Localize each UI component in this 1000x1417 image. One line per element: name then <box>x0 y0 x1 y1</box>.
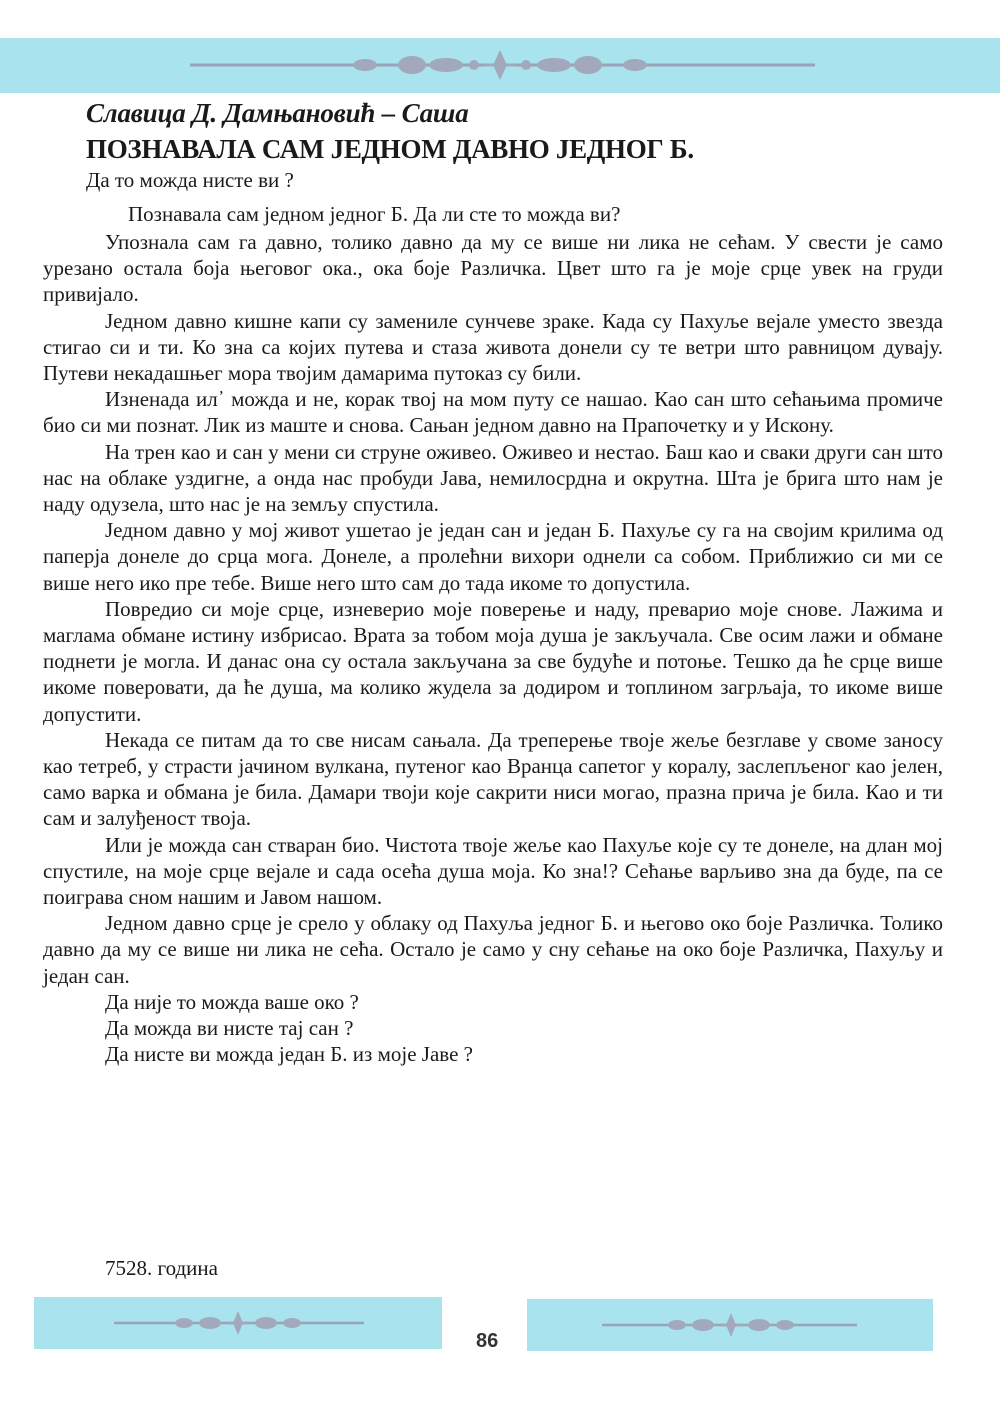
paragraph: Изненада ил᾽ можда и не, корак твој на мом путу се нашао. Као сан што сећањима промиче био си ми познат. Лик из маште и снова. Сањан једном давно на Прапочетку и у Искону. <box>43 387 943 438</box>
paragraph: Једном давно у мој живот ушетао је један сан и један Б. Пахуље су га на својим крилима од паперја донеле до срца мога. Донеле, а пролећни вихори однели са собом. Приближио си ми се више него ико пре тебе. Више него што сам до тада икоме то допустила. <box>43 518 943 595</box>
paragraph: На трен као и сан у мени си струне оживео. Оживео и нестао. Баш као и сваки други сан што нас на облаке уздигне, а онда нас пробуди Јава, немилосрдна и окрутна. Шта је брига што нам је наду одузела, што нас је на земљу спустила. <box>43 439 943 517</box>
question-line: Да нисте ви можда један Б. из моје Јаве ? <box>105 1042 473 1067</box>
article-body <box>43 200 943 1068</box>
top-banner <box>0 38 1000 93</box>
paragraph: Једном давно срце је срело у облаку од Пахуља једног Б. и његово око боје Различка. Толико давно да му се више ни лика не сећа. Остало је само у сну сећање на око боје Различка, Пахуљу и један сан. <box>43 911 943 988</box>
lead-line: Познавала сам једном једног Б. Да ли сте то можда ви? <box>128 202 621 226</box>
paragraph: Или је можда сан стваран био. Чистота твоје жеље као Пахуље које су те донеле, на длан мој спустиле, на моје срце вејале и сада осећа душа моја. Ко зна!? Сећање варљиво зна да буде, па се поиграва сном нашим и Јавом нашом. <box>43 832 943 910</box>
ornament-icon <box>527 1299 933 1351</box>
page-number: 86 <box>476 1330 499 1352</box>
footer-banner-right <box>527 1299 933 1351</box>
paragraph: Повредио си моје срце, изневерио моје поверење и наду, преварио моје снове. Лажима и маглама обмане истину избрисао. Врата за тобом моја душа је закључала. Све осим лажи и обмане поднети је могла. И данас она су остала закључана за све будуће и потоње. Тешко да ће срце више икоме поверовати, да ће душа, ма колико жудела за додиром и топлином загрљаја, то икоме више допустити. <box>43 596 943 726</box>
paragraph: Упознала сам га давно, толико давно да му се више ни лика не сећам. У свести је само урезано остала боја његовог ока., ока боје Различка. Цвет што га је моје срце увек на груди привијало. <box>43 230 943 307</box>
author-name: Славица Д. Дамњановић – Саша <box>86 98 469 128</box>
ornament-icon <box>0 38 1000 93</box>
year-note: 7528. година <box>105 1256 218 1280</box>
question-line: Да можда ви нисте тај сан ? <box>105 1016 354 1041</box>
paragraph: Једном давно кишне капи су замениле сунчеве зраке. Када су Пахуље вејале уместо звезда стигао си и ти. Ко зна са којих путева и стаза живота донели су те ветри што равницом дувају. Путеви некадашњег мора твојим дамарима путоказ су били. <box>43 308 943 386</box>
question-line: Да није то можда ваше око ? <box>105 989 359 1014</box>
subtitle: Да то можда нисте ви ? <box>86 168 294 192</box>
paragraph: Некада се питам да то све нисам сањала. Да трепeрење твоје жеље безглаве у своме заносу као тетреб, у страсти јачином вулкана, путеног као Вранца сапетог у коралу, заслепљеног као јелен, само варка и обмана је била. Дамари твоји које сакрити ниси могао, празна прича је била. Као и ти сам и залуђеност твоја. <box>43 727 943 831</box>
footer-banner-left <box>34 1297 442 1349</box>
ornament-icon <box>34 1297 442 1349</box>
page-title: ПОЗНАВАЛА САМ ЈЕДНОМ ДАВНО ЈЕДНОГ Б. <box>86 134 694 164</box>
